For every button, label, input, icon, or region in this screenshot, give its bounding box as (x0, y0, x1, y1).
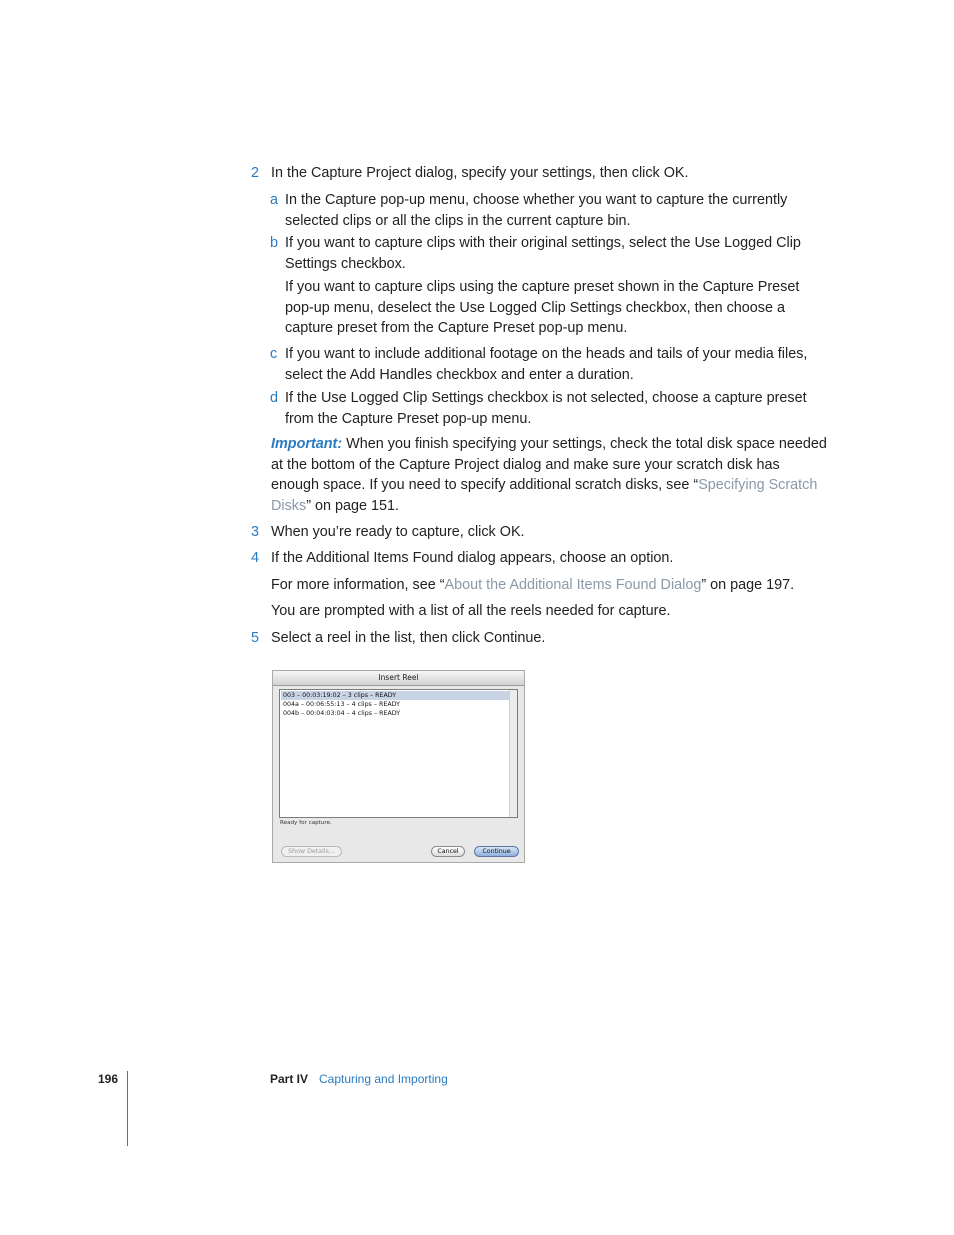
reel-row[interactable]: 003 – 00:03:19:02 – 3 clips – READY (281, 691, 510, 700)
link-specifying-scratch-disks[interactable]: Specifying Scratch Disks (271, 477, 818, 514)
substep-text: If the Use Logged Clip Settings checkbox is not selected, choose a capture preset from the Capture Preset pop-up menu. (285, 390, 807, 427)
important-label: Important: (271, 436, 343, 452)
reel-list[interactable] (279, 689, 518, 818)
important-note (271, 434, 827, 516)
cancel-button[interactable]: Cancel (431, 846, 465, 857)
step-number: 2 (251, 165, 260, 181)
insert-reel-dialog (272, 670, 525, 863)
continue-button[interactable]: Continue (474, 846, 519, 857)
dialog-title: Insert Reel (273, 671, 524, 686)
step-number: 3 (251, 524, 260, 540)
step-text: When you’re ready to capture, click OK. (271, 524, 525, 540)
footer-part: Part IV (270, 1072, 309, 1086)
important-text: When you finish specifying your settings, check the total disk space needed at the bottom of the Capture Project dialog and make sure your scratch disk has enough space. If you need to specify additional scratch disks, see “ (271, 436, 827, 493)
step-number: 5 (251, 630, 260, 646)
prompted-text: You are prompted with a list of all the reels needed for capture. (271, 603, 671, 619)
status-text: Ready for capture. (280, 820, 332, 826)
substep-text: If you want to include additional footage on the heads and tails of your media files, select the Add Handles checkbox and enter a duration. (285, 346, 808, 383)
link-additional-items-found[interactable]: About the Additional Items Found Dialog (444, 577, 702, 593)
footer-divider (127, 1071, 128, 1146)
step-number: 4 (251, 550, 260, 566)
important-text-after: ” on page 151. (306, 497, 400, 514)
more-info-text-after: ” on page 197. (701, 577, 795, 593)
step-text: If the Additional Items Found dialog appears, choose an option. (271, 550, 674, 566)
substep-letter: b (270, 235, 279, 251)
substep-letter: c (270, 346, 278, 362)
more-info (271, 575, 827, 596)
more-info-text: For more information, see “ (271, 577, 445, 593)
page-number: 196 (98, 1072, 119, 1086)
show-details-button[interactable]: Show Details... (281, 846, 342, 857)
reel-row[interactable]: 004a – 00:06:55:13 – 4 clips – READY (283, 701, 401, 708)
substep-text: In the Capture pop-up menu, choose whether you want to capture the currently selected clips or all the clips in the current capture bin. (285, 192, 788, 229)
step-text: In the Capture Project dialog, specify your settings, then click OK. (271, 165, 689, 181)
substep-text: If you want to capture clips with their original settings, select the Use Logged Clip Settings checkbox. (285, 235, 801, 272)
substep-letter: a (270, 192, 279, 208)
substep-extra-text: If you want to capture clips using the capture preset shown in the Capture Preset pop-up menu, deselect the Use Logged Clip Settings checkbox, then choose a capture preset from the Capture Preset pop-up menu. (285, 279, 800, 336)
step-text: Select a reel in the list, then click Continue. (271, 630, 546, 646)
substep-letter: d (270, 390, 279, 406)
footer-section: Capturing and Importing (319, 1072, 448, 1086)
reel-row[interactable]: 004b – 00:04:03:04 – 4 clips – READY (283, 710, 401, 717)
vertical-scrollbar[interactable] (509, 690, 517, 817)
